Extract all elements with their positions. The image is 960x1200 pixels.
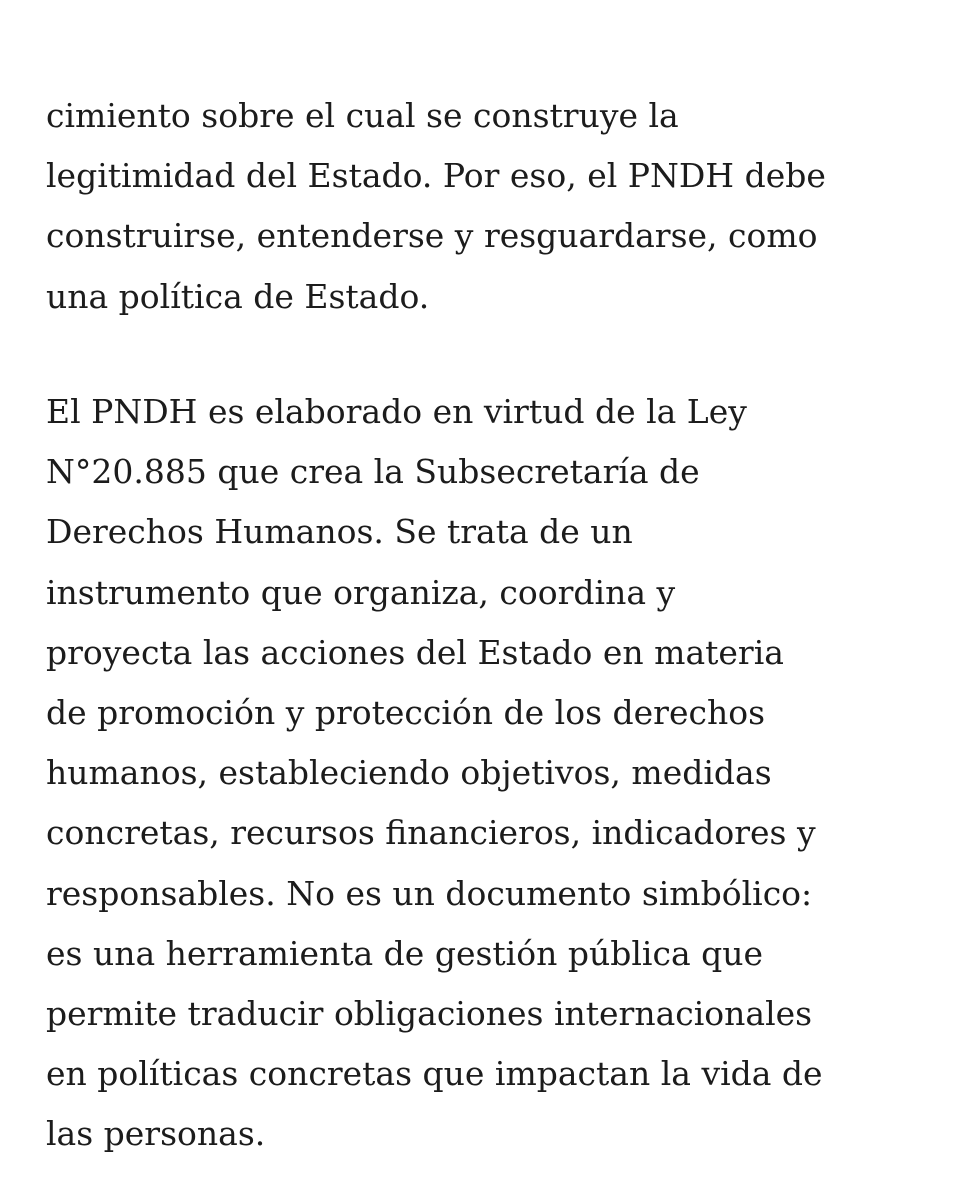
text-line: legitimidad del Estado. Por eso, el PNDH debe xyxy=(46,156,826,196)
text-line: responsables. No es un documento simbólico: xyxy=(46,873,813,913)
text-line: de promoción y protección de los derechos xyxy=(46,692,766,732)
text-line: es una herramienta de gestión pública que xyxy=(46,933,764,973)
text-line: N°20.885 que crea la Subsecretaría de xyxy=(46,452,700,492)
text-line: construirse, entenderse y resguardarse, como xyxy=(46,216,818,256)
text-line: proyecta las acciones del Estado en materia xyxy=(46,632,784,672)
text-line: las personas. xyxy=(46,1114,266,1154)
paragraph-pndh-description xyxy=(46,382,926,1164)
text-line: El PNDH es elaborado en virtud de la Ley xyxy=(46,392,747,431)
text-line: en políticas concretas que impactan la vida de xyxy=(46,1054,823,1094)
paragraph-state-legitimacy xyxy=(46,86,926,327)
text-line: cimiento sobre el cual se construye la xyxy=(46,96,679,135)
text-line: permite traducir obligaciones internacionales xyxy=(46,993,813,1033)
text-line: humanos, estableciendo objetivos, medidas xyxy=(46,753,772,793)
text-line: una política de Estado. xyxy=(46,276,430,316)
text-line: concretas, recursos financieros, indicadores y xyxy=(46,813,816,853)
text-line: Derechos Humanos. Se trata de un xyxy=(46,512,633,552)
text-line: instrumento que organiza, coordina y xyxy=(46,572,676,612)
